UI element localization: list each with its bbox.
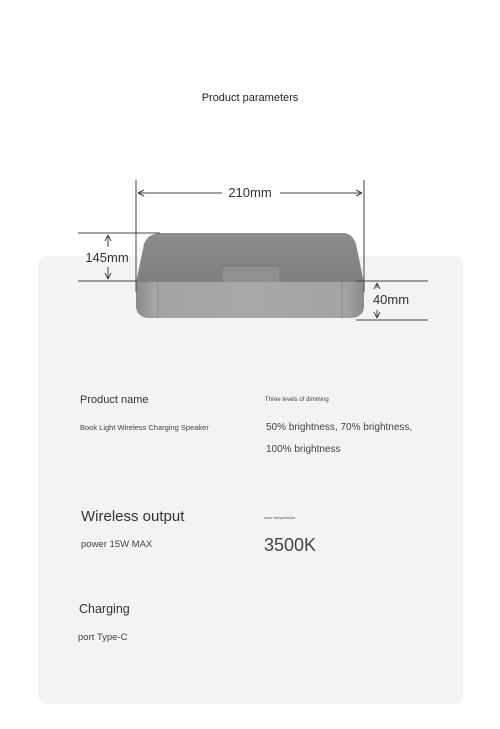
dimming-label: Three levels of dimming (265, 397, 329, 403)
product-name-value: Book Light Wireless Charging Speaker (80, 423, 209, 432)
charging-label: Charging (79, 602, 130, 616)
dimming-value-line1: 50% brightness, 70% brightness, (266, 422, 413, 433)
product-dimension-diagram (0, 0, 500, 340)
charging-value: port Type-C (78, 632, 128, 643)
device-illustration (136, 233, 364, 318)
color-temperature-label: color temperature (264, 515, 296, 520)
wireless-output-label: Wireless output (81, 508, 185, 525)
product-name-label: Product name (80, 394, 149, 406)
color-temperature-value: 3500K (264, 535, 317, 555)
dimming-value-line2: 100% brightness (266, 444, 341, 455)
height-label: 145mm (85, 250, 129, 265)
depth-label: 40mm (372, 292, 410, 307)
page-title: Product parameters (201, 92, 299, 104)
wireless-output-value: power 15W MAX (81, 539, 153, 550)
width-label: 210mm (228, 185, 272, 200)
